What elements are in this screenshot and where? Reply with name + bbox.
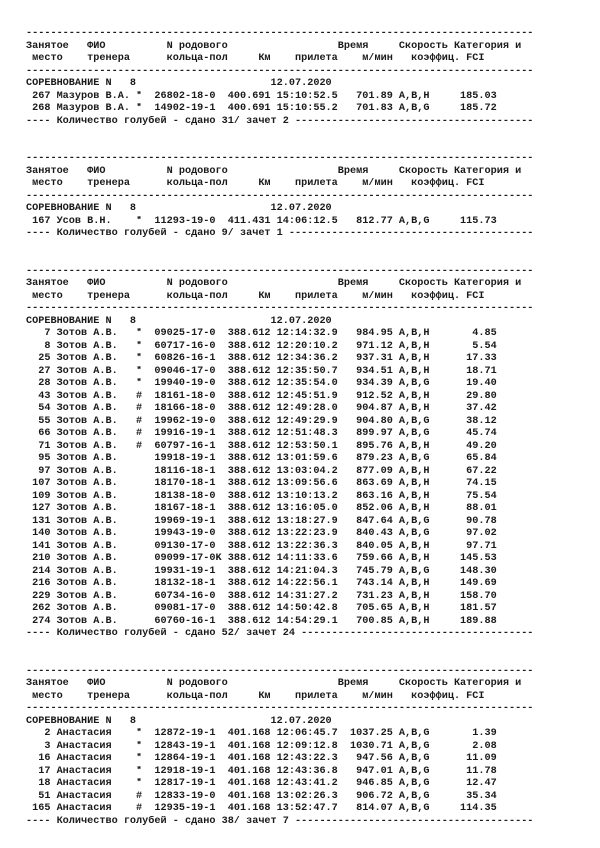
table-row: 71 Зотов А.В. # 60797-16-1 388.612 12:53:50.1 895.76 A,B,H 49.20 (26, 440, 497, 452)
table-row: 97 Зотов А.В. 18116-18-1 388.612 13:03:04.2 877.09 A,B,H 67.22 (26, 465, 497, 477)
table-row: 140 Зотов А.В. 19943-19-0 388.612 13:22:23.9 840.43 A,B,G 97.02 (26, 528, 497, 539)
table-row: 210 Зотов А.В. 09099-17-0K 388.612 14:11:33.6 759.66 A,B,H 145.53 (26, 553, 497, 564)
table-header-line-1: Занятое ФИО N родового Время Скорость Категория и (26, 678, 522, 689)
section-footer: ---- Количество голубей - сдано 38/ зачет 7 --------------------------------------- (26, 815, 534, 827)
table-header-line-2: место тренера кольца-пол Км прилета м/мин коэффиц. FCI (26, 290, 485, 302)
section-footer: ---- Количество голубей - сдано 31/ зачет 2 --------------------------------------- (26, 115, 534, 127)
table-header-line-1: Занятое ФИО N родового Время Скорость Категория и (26, 40, 522, 52)
spacer (0, 128, 600, 141)
table-row: 267 Мазуров В.А. * 26802-18-0 400.691 15:10:52.5 701.89 A,B,H 185.03 (26, 90, 497, 102)
table-header-line-1: Занятое ФИО N родового Время Скорость Категория и (26, 278, 522, 289)
rule-line: ----------------------------------------------------------------------------------- (26, 703, 534, 714)
table-row: 54 Зотов А.В. # 18166-18-0 388.612 12:49:28.0 904.87 A,B,H 37.42 (26, 403, 497, 414)
table-row: 107 Зотов А.В. 18170-18-1 388.612 13:09:56.6 863.69 A,B,H 74.15 (26, 478, 497, 489)
rule-line: ----------------------------------------------------------------------------------- (26, 65, 534, 77)
table-row: 268 Мазуров В.А. * 14902-19-1 400.691 15:10:55.2 701.83 A,B,G 185.72 (26, 103, 497, 114)
table-row: 18 Анастасия * 12817-19-1 401.168 12:43:41.2 946.85 A,B,G 12.47 (26, 778, 497, 789)
table-row: 3 Анастасия * 12843-19-1 401.168 12:09:12.8 1030.71 A,B,G 2.08 (26, 740, 497, 752)
results-report (0, 28, 600, 828)
table-row: 141 Зотов А.В. 09130-17-0 388.612 13:22:36.3 840.05 A,B,H 97.71 (26, 540, 497, 552)
table-row: 131 Зотов А.В. 19969-19-1 388.612 13:18:27.9 847.64 A,B,G 90.78 (26, 515, 497, 527)
rule-line: ----------------------------------------------------------------------------------- (26, 28, 534, 39)
table-row: 55 Зотов А.В. # 19962-19-0 388.612 12:49:29.9 904.80 A,B,G 38.12 (26, 415, 497, 427)
rule-line: ----------------------------------------------------------------------------------- (26, 153, 534, 164)
table-row: 51 Анастасия # 12833-19-0 401.168 13:02:26.3 906.72 A,B,G 35.34 (26, 790, 497, 802)
table-row: 229 Зотов А.В. 60734-16-0 388.612 14:31:27.2 731.23 A,B,H 158.70 (26, 590, 497, 602)
table-header-line-2: место тренера кольца-пол Км прилета м/мин коэффиц. FCI (26, 53, 485, 64)
competition-title: СОРЕВНОВАНИЕ N 8 12.07.2020 (26, 78, 332, 89)
rule-line: ----------------------------------------------------------------------------------- (26, 303, 534, 314)
spacer (0, 141, 600, 154)
table-row: 8 Зотов А.В. * 60717-16-0 388.612 12:20:10.2 971.12 A,B,H 5.54 (26, 340, 497, 352)
section-footer: ---- Количество голубей - сдано 9/ зачет 1 ---------------------------------------- (26, 228, 534, 239)
rule-line: ----------------------------------------------------------------------------------- (26, 265, 534, 277)
rule-line: ----------------------------------------------------------------------------------- (26, 190, 534, 202)
competition-title: СОРЕВНОВАНИЕ N 8 12.07.2020 (26, 203, 332, 214)
table-row: 214 Зотов А.В. 19931-19-1 388.612 14:21:04.3 745.79 A,B,G 148.30 (26, 565, 497, 577)
spacer (0, 641, 600, 654)
table-row: 95 Зотов А.В. 19918-19-1 388.612 13:01:59.6 879.23 A,B,G 65.84 (26, 453, 497, 464)
table-row: 165 Анастасия # 12935-19-1 401.168 13:52:47.7 814.07 A,B,G 114.35 (26, 803, 497, 814)
rule-line: ----------------------------------------------------------------------------------- (26, 665, 534, 677)
competition-title: СОРЕВНОВАНИЕ N 8 12.07.2020 (26, 315, 332, 327)
competition-title: СОРЕВНОВАНИЕ N 8 12.07.2020 (26, 715, 332, 727)
table-row: 16 Анастасия * 12864-19-1 401.168 12:43:22.3 947.56 A,B,G 11.09 (26, 753, 497, 764)
spacer (0, 253, 600, 266)
section-footer: ---- Количество голубей - сдано 52/ зачет 24 -------------------------------------- (26, 628, 534, 639)
table-row: 27 Зотов А.В. * 09046-17-0 388.612 12:35:50.7 934.51 A,B,H 18.71 (26, 365, 497, 377)
table-row: 25 Зотов А.В. * 60826-16-1 388.612 12:34:36.2 937.31 A,B,H 17.33 (26, 353, 497, 364)
table-header-line-2: место тренера кольца-пол Км прилета м/мин коэффиц. FCI (26, 690, 485, 702)
table-row: 216 Зотов А.В. 18132-18-1 388.612 14:22:56.1 743.14 A,B,H 149.69 (26, 578, 497, 589)
spacer (0, 653, 600, 666)
table-row: 7 Зотов А.В. * 09025-17-0 388.612 12:14:32.9 984.95 A,B,H 4.85 (26, 328, 497, 339)
table-row: 127 Зотов А.В. 18167-18-1 388.612 13:16:05.0 852.06 A,B,H 88.01 (26, 503, 497, 514)
table-row: 109 Зотов А.В. 18138-18-0 388.612 13:10:13.2 863.16 A,B,H 75.54 (26, 490, 497, 502)
spacer (0, 241, 600, 254)
table-row: 274 Зотов А.В. 60760-16-1 388.612 14:54:29.1 700.85 A,B,H 189.88 (26, 615, 497, 627)
table-header-line-1: Занятое ФИО N родового Время Скорость Категория и (26, 165, 522, 177)
table-row: 167 Усов В.Н. * 11293-19-0 411.431 14:06:12.5 812.77 A,B,G 115.73 (26, 215, 497, 227)
table-row: 2 Анастасия * 12872-19-1 401.168 12:06:45.7 1037.25 A,B,G 1.39 (26, 728, 497, 739)
table-row: 66 Зотов А.В. # 19916-19-1 388.612 12:51:48.3 899.97 A,B,G 45.74 (26, 428, 497, 439)
table-row: 17 Анастасия * 12918-19-1 401.168 12:43:36.8 947.01 A,B,G 11.78 (26, 765, 497, 777)
table-row: 262 Зотов А.В. 09081-17-0 388.612 14:50:42.8 705.65 A,B,H 181.57 (26, 603, 497, 614)
table-row: 28 Зотов А.В. * 19940-19-0 388.612 12:35:54.0 934.39 A,B,G 19.40 (26, 378, 497, 389)
table-row: 43 Зотов А.В. # 18161-18-0 388.612 12:45:51.9 912.52 A,B,H 29.80 (26, 390, 497, 402)
table-header-line-2: место тренера кольца-пол Км прилета м/мин коэффиц. FCI (26, 178, 485, 189)
